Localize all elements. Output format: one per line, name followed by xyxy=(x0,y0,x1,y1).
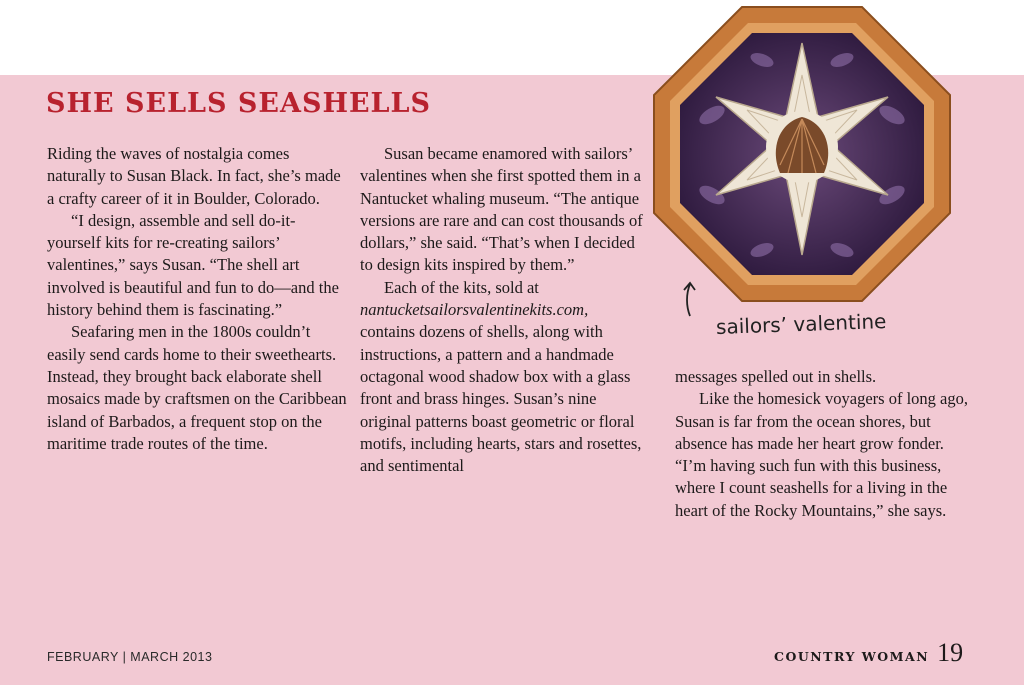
magazine-footer xyxy=(774,638,963,668)
octagonal-shell-box-image xyxy=(652,5,952,303)
paragraph: Like the homesick voyagers of long ago, Susan is far from the ocean shores, but absence has made her heart grow fonder. “I’m having such fun with this business, where I count seashells for a living in the heart of the Rocky Mountains,” she says. xyxy=(675,389,968,520)
paragraph: Susan became enamored with sailors’ valentines when she first spotted them in a Nantucket whaling museum. “The antique versions are rare and can cost thousands of dollars,” she said. “That’s when I decided to design kits inspired by them.” xyxy=(360,144,643,275)
article-title: SHE SELLS SEASHELLS xyxy=(46,88,432,119)
photo-caption: sailors’ valentine xyxy=(715,309,887,339)
paragraph-text: Each of the kits, sold at xyxy=(384,277,539,297)
sailors-valentine-photo xyxy=(652,5,952,303)
article-column-1 xyxy=(47,143,347,455)
paragraph: “I design, assemble and sell do-it-yourself kits for re-creating sailors’ valentines,” says Susan. “The shell art involved is beautiful and fun to do—and the history behind them is fascinating.” xyxy=(47,210,339,320)
paragraph xyxy=(360,277,645,478)
page-number: 19 xyxy=(937,638,964,667)
paragraph: messages spelled out in shells. xyxy=(675,367,877,386)
article-column-3 xyxy=(675,366,975,522)
article-column-2 xyxy=(360,143,645,477)
arrow-icon xyxy=(680,280,720,320)
magazine-name: COUNTRY WOMAN xyxy=(774,649,930,664)
paragraph: Seafaring men in the 1800s couldn’t easily send cards home to their sweethearts. Instead, they brought back elaborate shell mosaics made by craftsmen on the Caribbean island of Barbados, a frequent stop on the maritime trade routes of the time. xyxy=(47,322,347,453)
issue-date: FEBRUARY | MARCH 2013 xyxy=(47,650,213,664)
paragraph-text: contains dozens of shells, along with instructions, a pattern and a handmade octagonal wood shadow box with a glass front and brass hinges. Susan’s nine original patterns boast geometric or floral motifs, including hearts, stars and rosettes, and sentimental xyxy=(360,322,642,476)
paragraph: Riding the waves of nostalgia comes naturally to Susan Black. In fact, she’s made a crafty career of it in Boulder, Colorado. xyxy=(47,144,341,208)
website-link-text: nantucketsailorsvalentinekits.com, xyxy=(360,300,589,320)
